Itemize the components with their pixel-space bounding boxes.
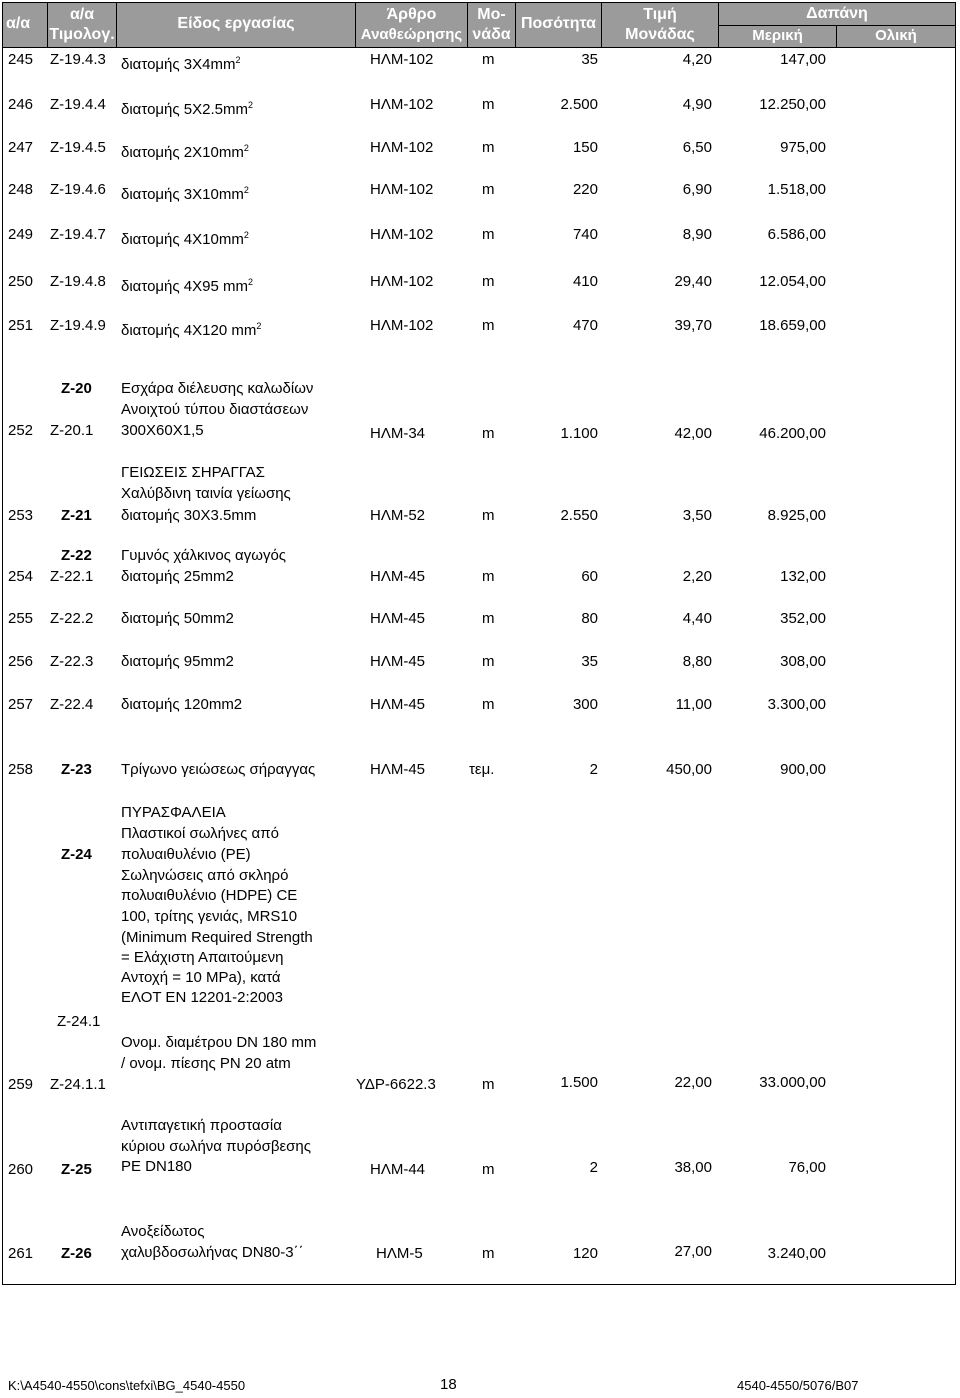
row-qty: 220 [572, 181, 598, 198]
row-qty: 740 [572, 226, 598, 243]
row-qty: 2 [589, 761, 598, 778]
row-price: 8,90 [682, 226, 712, 243]
row-art: ΗΛΜ-45 [370, 653, 426, 670]
row-desc-line: ΕΛΟΤ ΕΝ 12201-2:2003 [121, 989, 284, 1006]
row-unit: m [482, 653, 495, 670]
header-meriki: Μερική [752, 27, 803, 44]
row-code: Ζ-22.4 [50, 696, 94, 713]
row-partial: 18.659,00 [759, 317, 826, 334]
row-partial: 46.200,00 [759, 425, 826, 442]
row-unit: m [482, 610, 495, 627]
row-code: Ζ-19.4.4 [50, 96, 106, 113]
row-partial: 76,00 [788, 1159, 826, 1176]
row-aa: 245 [8, 51, 34, 68]
row-qty: 470 [572, 317, 598, 334]
header-divider [3, 47, 955, 48]
row-desc-line: Ονομ. διαμέτρου DN 180 mm [121, 1034, 317, 1051]
row-unit: m [482, 1161, 495, 1178]
footer-path: K:\A4540-4550\cons\tefxi\BG_4540-4550 [8, 1378, 246, 1393]
group-code: Ζ-24 [61, 846, 92, 863]
row-art: ΗΛΜ-102 [370, 181, 434, 198]
row-art: ΗΛΜ-102 [370, 96, 434, 113]
header-posotita: Ποσότητα [520, 15, 597, 32]
row-art: ΥΔΡ-6622.3 [356, 1076, 436, 1093]
row-desc-line: πολυαιθυλένιο (HDPE) CE [121, 887, 298, 904]
row-aa: 248 [8, 181, 34, 198]
row-qty: 150 [572, 139, 598, 156]
row-unit: m [482, 273, 495, 290]
footer-page-number: 18 [440, 1376, 457, 1393]
row-code: Ζ-22.2 [50, 610, 94, 627]
row-code: Ζ-19.4.3 [50, 51, 106, 68]
row-desc: διατομής 95mm2 [121, 653, 234, 670]
row-partial: 147,00 [780, 51, 826, 68]
row-code: Ζ-20.1 [50, 422, 94, 439]
sub-code: Ζ-24.1 [57, 1013, 101, 1030]
row-aa: 257 [8, 696, 34, 713]
row-desc: διατομής 50mm2 [121, 610, 234, 627]
row-price: 6,50 [682, 139, 712, 156]
row-unit: m [482, 1245, 495, 1262]
header-oliki: Ολική [875, 27, 917, 44]
row-desc-line: = Ελάχιστη Απαιτούμενη [121, 949, 284, 966]
row-partial: 8.925,00 [767, 507, 826, 524]
group-title: ΠΥΡΑΣΦΑΛΕΙΑ [121, 804, 226, 821]
row-code: Ζ-26 [61, 1245, 92, 1262]
row-art: ΗΛΜ-102 [370, 317, 434, 334]
row-price: 22,00 [674, 1074, 712, 1091]
group-title: Γυμνός χάλκινος αγωγός [121, 547, 287, 564]
row-unit: m [482, 139, 495, 156]
row-aa: 255 [8, 610, 34, 627]
header-arthro-1: Άρθρο [386, 6, 437, 23]
row-art: ΗΛΜ-45 [370, 696, 426, 713]
header-eidos: Είδος εργασίας [177, 15, 295, 32]
group-code: Ζ-22 [61, 547, 92, 564]
row-price: 11,00 [675, 696, 712, 713]
row-art: ΗΛΜ-102 [370, 273, 434, 290]
header-timi-1: Τιμή [643, 6, 677, 23]
row-desc: διατομής 25mm2 [121, 568, 234, 585]
row-aa: 254 [8, 568, 34, 585]
header-mon-1: Μο- [477, 6, 506, 23]
row-partial: 6.586,00 [767, 226, 826, 243]
footer-reference: 4540-4550/5076/B07 [737, 1378, 859, 1393]
row-unit: m [482, 226, 495, 243]
row-partial: 975,00 [780, 139, 826, 156]
row-art: ΗΛΜ-45 [370, 568, 426, 585]
row-code: Ζ-19.4.7 [50, 226, 106, 243]
row-price: 2,20 [682, 568, 712, 585]
header-arthro-2: Αναθεώρησης [360, 26, 463, 43]
row-price: 29,40 [674, 273, 712, 290]
row-aa: 246 [8, 96, 34, 113]
row-price: 38,00 [674, 1159, 712, 1176]
row-aa: 251 [8, 317, 34, 334]
row-unit: τεμ. [469, 761, 495, 778]
row-desc-line: κύριου σωλήνα πυρόσβεσης [121, 1138, 311, 1155]
row-qty: 2.550 [560, 507, 598, 524]
row-desc-line: 100, τρίτης γενιάς, MRS10 [121, 908, 298, 925]
row-aa: 258 [8, 761, 34, 778]
group-title: ΓΕΙΩΣΕΙΣ ΣΗΡΑΓΓΑΣ [121, 464, 265, 481]
row-code: Ζ-25 [61, 1161, 92, 1178]
row-price: 4,40 [682, 610, 712, 627]
row-price: 450,00 [666, 761, 712, 778]
header-aa: α/α [6, 15, 31, 32]
row-desc-line: / ονομ. πίεσης PN 20 atm [121, 1055, 291, 1072]
row-desc: διατομής $3X4mm^2$ [121, 55, 241, 73]
row-price: 3,50 [682, 507, 712, 524]
group-code: Ζ-20 [61, 380, 92, 397]
row-unit: m [482, 425, 495, 442]
row-aa: 260 [8, 1161, 34, 1178]
row-price: 6,90 [682, 181, 712, 198]
row-partial: 308,00 [780, 653, 826, 670]
row-desc-line: (Minimum Required Strength [121, 929, 313, 946]
row-partial: 352,00 [780, 610, 826, 627]
row-art: ΗΛΜ-45 [370, 610, 426, 627]
row-unit: m [482, 568, 495, 585]
row-art: ΗΛΜ-44 [370, 1161, 426, 1178]
row-unit: m [482, 51, 495, 68]
row-price: 8,80 [682, 653, 712, 670]
row-desc: διατομής 4Χ95 $mm^2$ [121, 277, 253, 295]
row-qty: 80 [581, 610, 598, 627]
row-aa: 253 [8, 507, 34, 524]
row-art: ΗΛΜ-102 [370, 139, 434, 156]
row-desc: διατομής 120mm2 [121, 696, 243, 713]
header-aa-tim-2: Τιμολογ. [49, 26, 115, 43]
row-qty: 35 [581, 653, 598, 670]
row-unit: m [482, 1076, 495, 1093]
row-qty: 410 [572, 273, 598, 290]
row-code: Ζ-22.3 [50, 653, 94, 670]
row-desc-line: Πλαστικοί σωλήνες από [121, 825, 279, 842]
row-desc: Τρίγωνο γειώσεως σήραγγας [121, 761, 316, 778]
row-desc-line: PE DN180 [121, 1158, 192, 1175]
row-price: 27,00 [674, 1243, 712, 1260]
row-desc: διατομής 4Χ120 $mm^2$ [121, 321, 262, 339]
row-qty: 1.100 [560, 425, 598, 442]
row-aa: 256 [8, 653, 34, 670]
row-price: 39,70 [674, 317, 712, 334]
header-dapani: Δαπάνη [806, 5, 868, 22]
row-desc: Χαλύβδινη ταινία γείωσης [121, 485, 291, 502]
row-partial: 132,00 [780, 568, 826, 585]
row-code: Ζ-19.4.8 [50, 273, 106, 290]
row-aa: 259 [8, 1076, 34, 1093]
row-code: Ζ-23 [61, 761, 92, 778]
row-code: Ζ-19.4.5 [50, 139, 106, 156]
row-qty: 60 [581, 568, 598, 585]
row-desc-line: πολυαιθυλένιο (PE) [121, 846, 251, 863]
row-desc: διατομής $2X10mm^2$ [121, 143, 249, 161]
row-art: ΗΛΜ-52 [370, 507, 426, 524]
row-price: 4,20 [682, 51, 712, 68]
row-aa: 261 [8, 1245, 34, 1262]
row-art: ΗΛΜ-102 [370, 226, 434, 243]
group-title: Εσχάρα διέλευσης καλωδίων [121, 380, 314, 397]
row-desc: διατομής 30Χ3.5mm [121, 507, 257, 524]
row-unit: m [482, 507, 495, 524]
row-desc: διατομής $3X10mm^2$ [121, 185, 249, 203]
row-art: ΗΛΜ-45 [370, 761, 426, 778]
row-qty: 300 [572, 696, 598, 713]
row-desc-line: Σωληνώσεις από σκληρό [121, 867, 289, 884]
row-qty: 2 [589, 1159, 598, 1176]
row-desc-line: Αντιπαγετική προστασία [121, 1117, 282, 1134]
header-timi-2: Μονάδας [625, 26, 695, 43]
row-unit: m [482, 317, 495, 334]
row-partial: 900,00 [780, 761, 826, 778]
row-partial: 3.300,00 [767, 696, 826, 713]
row-partial: 1.518,00 [767, 181, 826, 198]
row-unit: m [482, 181, 495, 198]
row-price: 42,00 [674, 425, 712, 442]
row-partial: 3.240,00 [767, 1245, 826, 1262]
row-unit: m [482, 96, 495, 113]
row-partial: 33.000,00 [759, 1074, 826, 1091]
row-desc-line: χαλυβδοσωλήνας DN80-3΄΄ [121, 1244, 304, 1261]
row-qty: 2.500 [560, 96, 598, 113]
row-desc: 300Χ60Χ1,5 [121, 422, 204, 439]
row-desc: διατομής $4X10mm^2$ [121, 230, 249, 248]
row-art: ΗΛΜ-34 [370, 425, 426, 442]
row-qty: 1.500 [560, 1074, 598, 1091]
row-code: Ζ-19.4.9 [50, 317, 106, 334]
row-aa: 249 [8, 226, 34, 243]
row-aa: 252 [8, 422, 34, 439]
row-code: Ζ-21 [61, 507, 92, 524]
row-desc: Ανοιχτού τύπου διαστάσεων [121, 401, 309, 418]
row-partial: 12.054,00 [759, 273, 826, 290]
row-aa: 250 [8, 273, 34, 290]
row-art: ΗΛΜ-5 [376, 1245, 423, 1262]
row-desc-line: Αντοχή = 10 MPa), κατά [121, 969, 281, 986]
row-desc-line: Ανοξείδωτος [121, 1223, 205, 1240]
row-art: ΗΛΜ-102 [370, 51, 434, 68]
row-code: Ζ-19.4.6 [50, 181, 106, 198]
row-partial: 12.250,00 [759, 96, 826, 113]
header-aa-tim-1: α/α [69, 6, 95, 23]
row-qty: 35 [581, 51, 598, 68]
row-aa: 247 [8, 139, 34, 156]
header-mon-2: νάδα [472, 26, 511, 43]
row-qty: 120 [572, 1245, 598, 1262]
row-unit: m [482, 696, 495, 713]
row-code: Ζ-24.1.1 [50, 1076, 106, 1093]
row-desc: διατομής $5X2.5mm^2$ [121, 100, 253, 118]
row-code: Ζ-22.1 [50, 568, 94, 585]
row-price: 4,90 [682, 96, 712, 113]
